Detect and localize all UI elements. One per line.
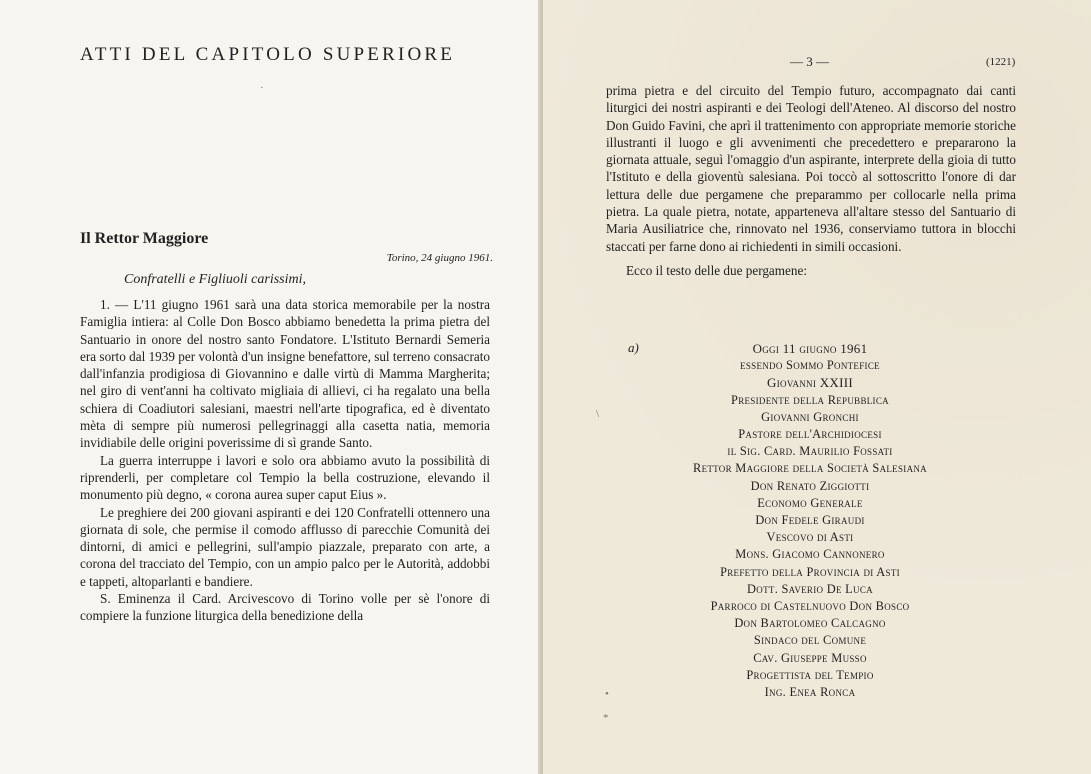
parchment-inscription	[650, 340, 970, 701]
inscription-line: Don Renato Ziggiotti	[750, 478, 870, 493]
paper-speck: *	[603, 712, 609, 724]
running-head: ATTI DEL CAPITOLO SUPERIORE	[80, 44, 456, 65]
paragraph: S. Eminenza il Card. Arcivescovo di Torino volle per sè l'onore di compiere la funzione liturgica della benedizione della	[80, 591, 490, 624]
inscription-line: Oggi 11 giugno 1961	[752, 341, 868, 356]
inscription-line: Progettista del Tempio	[746, 667, 874, 682]
inscription-line: Pastore dell'Archidiocesi	[738, 427, 882, 442]
inscription-line: Mons. Giacomo Cannonero	[735, 547, 885, 562]
inscription-line: Cav. Giuseppe Musso	[753, 650, 867, 665]
dateline: Torino, 24 giugno 1961.	[386, 252, 493, 264]
paragraph: Le preghiere dei 200 giovani aspiranti e dei 120 Confratelli ottennero una giornata di sole, che permise il comodo afflusso di parecchie Comunità dei dintorni, di amici e pellegrini, sull'ampio piazzale, preparato con arte, a corona del tracciato del Tempio, con un ampio palco per le Autorità, addobbi e tappeti, altoparlanti e bandiere.	[80, 504, 490, 589]
section-title: Il Rettor Maggiore	[80, 230, 209, 247]
list-marker: a)	[628, 340, 639, 355]
inscription-line: Prefetto della Provincia di Asti	[720, 564, 900, 579]
inscription-line: il Sig. Card. Maurilio Fossati	[727, 444, 893, 459]
inscription-line: Rettor Maggiore della Società Salesiana	[693, 461, 927, 476]
inscription-line: Ing. Enea Ronca	[764, 685, 856, 700]
inscription-line: Dott. Saverio De Luca	[747, 581, 873, 596]
inscription-line: Giovanni XXIII	[767, 375, 853, 391]
page-number: — 3 —	[790, 54, 829, 69]
right-body-text	[606, 82, 1016, 279]
inscription-line: Sindaco del Comune	[753, 633, 867, 648]
paragraph: 1. — L'11 giugno 1961 sarà una data storica memorabile per la nostra Famiglia intiera: al Colle Don Bosco abbiamo benedetta la prima pietra del Santuario in onore del nostro santo Fondatore. L'Istituto Bernardi Semeria era sorto dal 1939 per volontà d'un insigne benefattore, sul terreno consacrato dall'infanzia prodigiosa di Giovannino e dalle virtù di Mamma Margherita; nel giro di vent'anni ha coltivato migliaia di allievi, ci ha regalato una bella schiera di Coadiutori salesiani, maestri nell'arte tipografica, ed è diventato mèta di sempre più numerosi pellegrinaggi alla casetta natia, memoria invidiabile delle origini poverissime di sì grande Santo.	[80, 297, 490, 451]
inscription-line: Vescovo di Asti	[766, 530, 854, 545]
inscription-line: essendo Sommo Pontefice	[740, 358, 880, 373]
inscription-line: Presidente della Repubblica	[731, 392, 889, 407]
paper-speck: \	[596, 408, 600, 420]
page-code: (1221)	[986, 56, 1016, 68]
salutation: Confratelli e Figliuoli carissimi,	[124, 272, 306, 287]
inscription-line: Economo Generale	[757, 495, 863, 510]
inscription-line: Don Bartolomeo Calcagno	[734, 616, 886, 631]
paper-speck: •	[605, 688, 609, 700]
left-page	[0, 0, 543, 774]
left-body-text	[80, 296, 490, 625]
inscription-line: Parroco di Castelnuovo Don Bosco	[710, 599, 910, 614]
paragraph: La guerra interruppe i lavori e solo ora abbiamo avuto la possibilità di riprenderli, per completare col Tempio la bella costruzione, elevando il monumento più degno, « corona aurea super caput Eius ».	[80, 452, 490, 503]
inscription-line: Don Fedele Giraudi	[755, 513, 865, 528]
paragraph-continued: prima pietra e del circuito del Tempio futuro, accompagnato dai canti liturgici dei nostri aspiranti e dei Teologi dell'Ateneo. Al discorso del nostro Don Guido Favini, che aprì il trattenimento con appropriate memorie storiche illustranti il luogo e gli avvenimenti che precedettero e prepararono la giornata attuale, seguì l'omaggio d'un aspirante, interprete della gioia di tutto l'Istituto e della gioventù salesiana. Poi toccò al sottoscritto l'onore di dar lettura delle due pergamene che preparammo per collocarle nella prima pietra. La quale pietra, notate, apparteneva all'altare stesso del Santuario di Maria Ausiliatrice che, rinnovato nel 1936, conserviamo tuttora in blocchi staccati per farne dono ai richiedenti in simili occasioni.	[606, 83, 1016, 254]
inscription-line: Giovanni Gronchi	[761, 409, 859, 424]
parchment-intro: Ecco il testo delle due pergamene:	[626, 262, 808, 278]
paper-speck: ·	[260, 82, 264, 94]
